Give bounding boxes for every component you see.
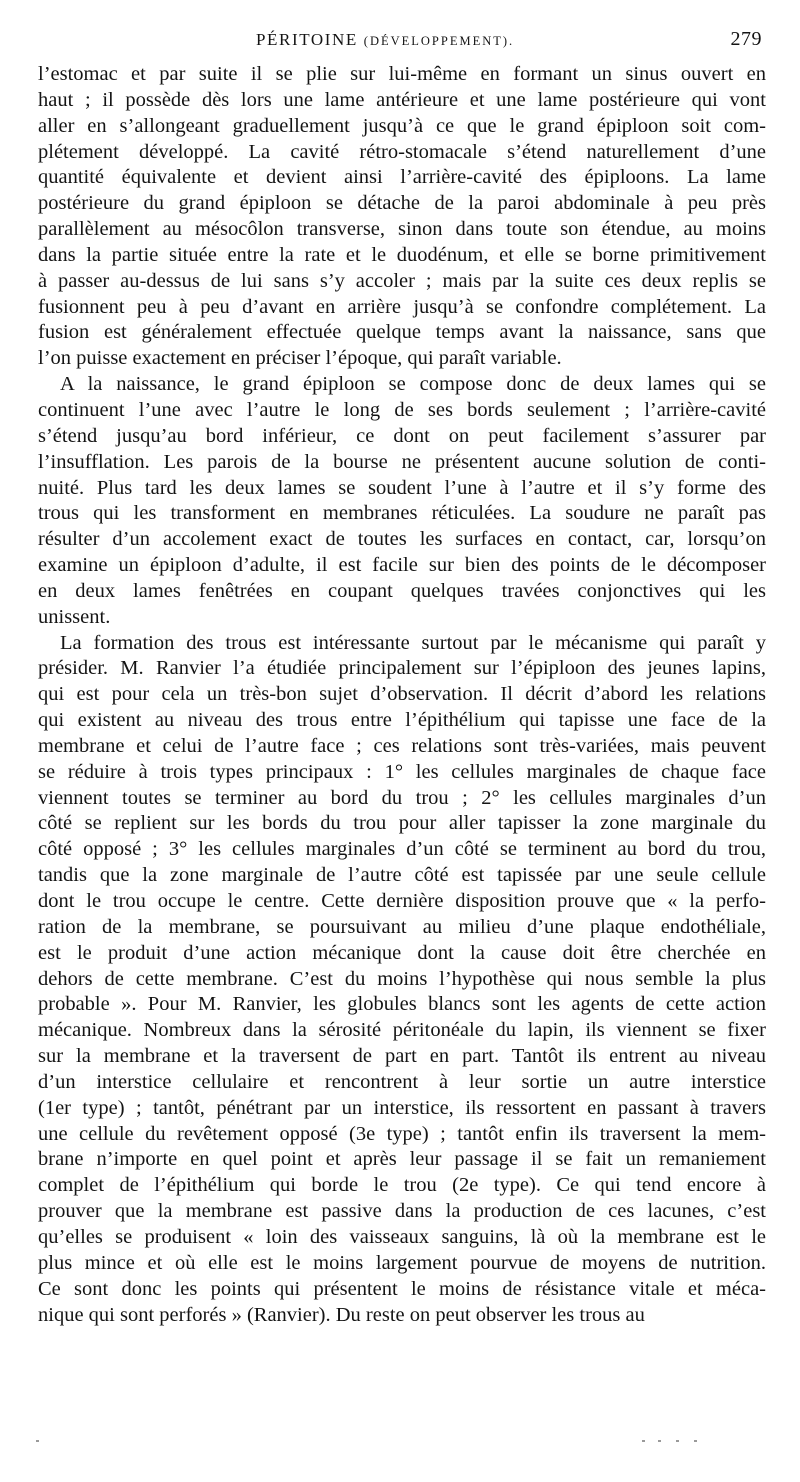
text-line: Ce sont donc les points qui présentent le moins de résistance vitale et méca- [38, 1277, 766, 1300]
running-head-main: PÉRITOINE [256, 30, 358, 49]
page-number: 279 [730, 28, 762, 50]
text-line: s’étend jusqu’au bord inférieur, ce dont on peut facilement s’assurer par [38, 424, 766, 447]
running-head-subtitle: (DÉVELOPPEMENT). [363, 34, 515, 48]
text-line: mécanique. Nombreux dans la sérosité péritonéale du lapin, ils viennent se fixer [38, 1019, 766, 1042]
text-line: côté se replient sur les bords du trou pour aller tapisser la zone marginale du [38, 812, 766, 835]
text-line: nique qui sont perforés » (Ranvier). Du reste on peut observer les trous au [38, 1303, 645, 1326]
body-text [38, 62, 766, 1328]
text-line: dehors de cette membrane. C’est du moins l’hypothèse qui nous semble la plus [38, 967, 766, 990]
text-line: postérieure du grand épiploon se détache de la paroi abdominale à peu près [38, 192, 766, 215]
text-line: qui est pour cela un très-bon sujet d’observation. Il décrit d’abord les relations [38, 683, 766, 706]
running-head-title [256, 30, 514, 50]
text-line: plus mince et où elle est le moins largement pourvue de moyens de nutrition. [38, 1251, 766, 1274]
text-line: trous qui les transforment en membranes réticulées. La soudure ne paraît pas [38, 502, 766, 525]
text-line: plétement développé. La cavité rétro-stomacale s’étend naturellement d’une [38, 140, 766, 163]
specks [694, 1440, 697, 1442]
specks [36, 1440, 39, 1442]
text-line: l’insufflation. Les parois de la bourse ne présentent aucune solution de conti- [38, 450, 766, 473]
text-line: viennent toutes se terminer au bord du trou ; 2° les cellules marginales d’un [38, 786, 766, 809]
text-line: ration de la membrane, se poursuivant au milieu d’une plaque endothéliale, [38, 915, 766, 938]
paragraph [38, 372, 766, 630]
text-line: aller en s’allongeant graduellement jusqu’à ce que le grand épiploon soit com- [38, 114, 766, 137]
text-line: haut ; il possède dès lors une lame antérieure et une lame postérieure qui vont [38, 88, 766, 111]
text-line: brane n’importe en quel point et après leur passage il se fait un remaniement [38, 1148, 766, 1171]
text-line: résulter d’un accolement exact de toutes les surfaces en contact, car, lorsqu’on [38, 528, 766, 551]
text-line: est le produit d’une action mécanique dont la cause doit être cherchée en [38, 941, 766, 964]
paragraph [38, 62, 766, 372]
text-line: à passer au-dessus de lui sans s’y accoler ; mais par la suite ces deux replis se [38, 269, 766, 292]
text-line: continuent l’une avec l’autre le long de ses bords seulement ; l’arrière-cavité [38, 398, 766, 421]
text-line: dont le trou occupe le centre. Cette dernière disposition prouve que « la perfo- [38, 890, 766, 912]
text-line: fusionnent peu à peu d’avant en arrière jusqu’à se confondre complétement. La [38, 295, 766, 318]
text-line: nuité. Plus tard les deux lames se soudent l’une à l’autre et il s’y forme des [38, 476, 766, 499]
text-line: sur la membrane et la traversent de part en part. Tantôt ils entrent au niveau [38, 1045, 766, 1068]
text-line: dans la partie située entre la rate et le duodénum, et elle se borne primitivement [38, 243, 766, 266]
text-line: fusion est généralement effectuée quelque temps avant la naissance, sans que [38, 321, 766, 344]
text-line: examine un épiploon d’adulte, il est facile sur bien des points de le décomposer [38, 554, 766, 577]
text-line: qui existent au niveau des trous entre l’épithélium qui tapisse une face de la [38, 709, 766, 732]
text-line: prouver que la membrane est passive dans la production de ces lacunes, c’est [38, 1200, 766, 1223]
text-line: une cellule du revêtement opposé (3e type) ; tantôt enfin ils traversent la mem- [38, 1122, 766, 1145]
text-line: complet de l’épithélium qui borde le trou (2e type). Ce qui tend encore à [38, 1174, 766, 1197]
text-line: quantité équivalente et devient ainsi l’arrière-cavité des épiploons. La lame [38, 166, 766, 189]
specks [676, 1440, 679, 1442]
text-line: qu’elles se produisent « loin des vaisseaux sanguins, là où la membrane est le [38, 1225, 766, 1248]
text-line: La formation des trous est intéressante surtout par le mécanisme qui paraît y [60, 631, 766, 654]
text-line: côté opposé ; 3° les cellules marginales d’un côté se terminent au bord du trou, [38, 838, 766, 861]
text-line: en deux lames fenêtrées en coupant quelques travées conjonctives qui les [38, 579, 766, 602]
specks [642, 1440, 645, 1442]
specks [658, 1440, 661, 1442]
page-bottom-marks [30, 1440, 770, 1450]
text-line: l’estomac et par suite il se plie sur lui-même en formant un sinus ouvert en [38, 63, 766, 85]
text-line: se réduire à trois types principaux : 1° les cellules marginales de chaque face [38, 760, 766, 783]
text-line: membrane et celui de l’autre face ; ces relations sont très-variées, mais peuvent [38, 734, 766, 757]
text-line: unissent. [38, 605, 111, 628]
text-line: (1er type) ; tantôt, pénétrant par un interstice, ils ressortent en passant à travers [38, 1096, 766, 1119]
text-line: probable ». Pour M. Ranvier, les globules blancs sont les agents de cette action [38, 993, 766, 1016]
text-line: l’on puisse exactement en préciser l’époque, qui paraît variable. [38, 347, 562, 370]
paragraph [38, 631, 766, 1329]
running-head [38, 30, 768, 58]
text-line: A la naissance, le grand épiploon se compose donc de deux lames qui se [60, 373, 766, 396]
text-line: d’un interstice cellulaire et rencontrent à leur sortie un autre interstice [38, 1070, 766, 1093]
text-line: parallèlement au mésocôlon transverse, sinon dans toute son étendue, au moins [38, 218, 766, 241]
text-line: tandis que la zone marginale de l’autre côté est tapissée par une seule cellule [38, 864, 766, 887]
text-line: présider. M. Ranvier l’a étudiée principalement sur l’épiploon des jeunes lapins, [38, 657, 766, 680]
